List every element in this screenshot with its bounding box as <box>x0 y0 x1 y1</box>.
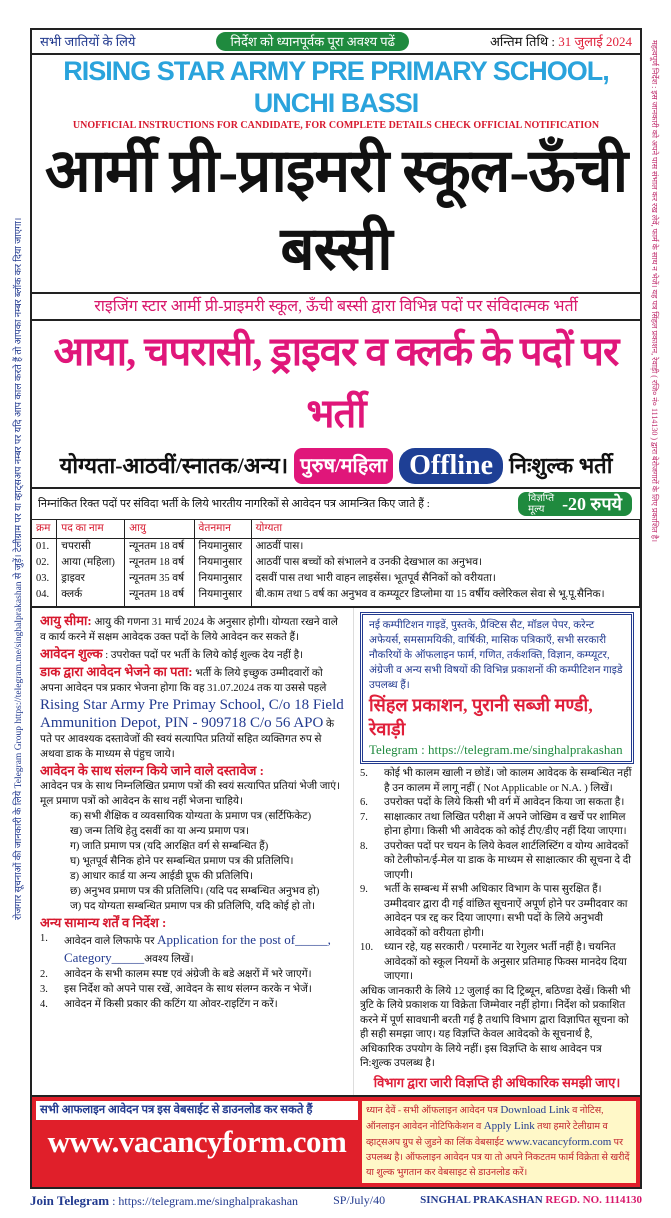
terms-list-left <box>40 931 345 1012</box>
posts-heading: आया, चपरासी, ड्राइवर व क्लर्क के पदों पर भर्ती <box>53 329 619 436</box>
join-telegram[interactable]: Join Telegram : https://telegram.me/singhalprakashan <box>30 1192 299 1208</box>
website-link[interactable]: www.vacancyform.com <box>47 1123 347 1159</box>
document-item: क) सभी शैक्षिक व व्यवसायिक योग्यता के प्रमाण पत्र (सर्टिफिकेट) <box>70 811 312 822</box>
last-date: अन्तिम तिथि : 31 जुलाई 2024 <box>489 34 632 49</box>
document-item: घ) भूतपूर्व सैनिक होने पर सम्बन्धित प्रमाण पत्र की प्रतिलिपि। <box>70 856 294 867</box>
official-note: विभाग द्वारा जारी विज्ञप्ति ही अधिकारिक समझी जाए। <box>373 1074 621 1090</box>
column-header: योग्यता <box>251 520 639 539</box>
offline-badge: Offline <box>399 448 503 484</box>
table-row <box>32 555 640 571</box>
unofficial-disclaimer: UNOFFICIAL INSTRUCTIONS FOR CANDIDATE, FOR COMPLETE DETAILS CHECK OFFICIAL NOTIFICATION <box>72 120 600 131</box>
right-column <box>354 608 640 1095</box>
table-row <box>32 587 640 607</box>
invitation-text: निम्नांकित रिक्त पदों पर संविदा भर्ती के लिये भारतीय नागरिकों से आवेदन पत्र आमन्त्रित किए जाते हैं : <box>38 497 430 510</box>
term-item: 9. भर्ती के सम्बन्ध में सभी अधिकार विभाग के पास सुरक्षित हैं। उम्मीदवार द्वारा दी गई वांछित सूचनाऐं अपूर्ण होने पर उम्मीदवार का आवेदन पत्र रद्द कर दिया जाएगा। सभी पदों के लिये अनुभवी आवेदकों को वरीयता होगी। <box>360 884 628 939</box>
table-cell: आठवीं पास बच्चों को संभालने व उनकी देखभाल का अनुभव। <box>251 555 639 571</box>
terms-heading: अन्य सामान्य शर्तें व निर्देश : <box>40 915 167 930</box>
table-row <box>32 539 640 556</box>
top-bar <box>32 30 640 55</box>
document-item: ज) पद योग्यता सम्बन्धित प्रमाण पत्र की प्रतिलिपि, यदि कोई हो तो। <box>70 901 316 912</box>
term-item: 3. इस निर्देश को अपने पास रखें, आवेदन के साथ संलग्न करके न भेजें। <box>40 984 312 995</box>
term-item: 5. कोई भी कालम खाली न छोडें। जो कालम आवेदक के सम्बन्धित नहीं है उन कालम में लागू नहीं ( Not Applicable or N.A. ) लिखें। <box>360 768 632 794</box>
table-cell: न्यूनतम 18 वर्ष <box>125 587 194 607</box>
notice-frame <box>30 28 642 1189</box>
left-column: आयु सीमा: आयु की गणना 31 मार्च 2024 के अनुसार होगी। योग्यता रखने वाले व कार्य करने में सक्षम आवेदक उक्त पदों के लिये आवेदन कर सकते हैं। आवेदन शुल्क : उपरोक्त पदों पर भर्ती के लिये कोई शुल्क देय नहीं है। डाक द्वारा आवेदन भेजने का पता: भर्ती के लिये इच्छुक उम्मीदवारों को अपना आवेदन पत्र प्रकार भेजना होगा कि वह 31.07.2024 तक या उससे पहले Rising Star Army Pre Primay School, C/o 18 Field Ammunition Depot, PIN - 909718 C/o 56 APO के पते पर आवश्यक दस्तावेजों की स्वयं सत्यापित प्रतियों सहित व्यक्तिगत रुप से अथवा डाक के माध्यम से पंहुच जाये। आवेदन के साथ संलग्न किये जाने वाले दस्तावेज : आवेदन पत्र के साथ निम्नलिखित प्रमाण पत्रों की स्वयं सत्यापित प्रतियां भेजी जाएं। मूल प्रमाण पत्रों को आवेदन के साथ नहीं भेजना चाहिये। क) सभी शैक्षिक व व्यवसायिक योग्यता के प्रमाण पत्र (सर्टिफिकेट) ख) जन्म तिथि हेतु दसवीं का या अन्य प्रमाण पत्र। ग) जाति प्रमाण पत्र (यदि आरक्षित वर्ग से सम्बन्धित हैं) घ) भूतपूर्व सैनिक होने पर सम्बन्धित प्रमाण पत्र की प्रतिलिपि। ड) आधार कार्ड या अन्य आईडी प्रूफ की प्रतिलिपि। छ) अनुभव प्रमाण पत्र की प्रतिलिपि। (यदि पद सम्बन्धित अनुभव हो) ज) पद योग्यता सम्बन्धित प्रमाण पत्र की प्रतिलिपि, यदि कोई हो तो। अन्य सामान्य शर्तें व निर्देश : 1. आवेदन वाले लिफाफे पर Application for the post of_____, Category_____अवश्य लिखें। 2. आवेदन के सभी कालम स्पष्ट एवं अंग्रेजी के बडे अक्षरों में भरे जाएगें। 3. इस निर्देश को अपने पास रखें, आवेदन के साथ संलग्न करके न भेजें। 4. आवेदन में किसी प्रकार की कटिंग या ओवर-राइटिंग न करें। <box>32 608 354 1095</box>
documents-heading: आवेदन के साथ संलग्न किये जाने वाले दस्तावेज : <box>40 763 265 778</box>
issue-code: SP/July/40 <box>333 1192 386 1207</box>
table-cell: 04. <box>32 587 57 607</box>
posts-table <box>32 519 640 608</box>
table-cell: 01. <box>32 539 57 556</box>
term-item: 6. उपरोक्त पदों के लिये किसी भी वर्ग में आवेदन किया जा सकता है। <box>360 797 625 808</box>
documents-list <box>40 809 345 914</box>
attention-note: ध्यान देवें - सभी ऑफलाइन आवेदन पत्र Download Link व नोटिस, ऑनलाइन आवेदन नोटिफिकेशन व Apply Link तथा हमारे टेलीग्राम व व्हाट्सअप ग्रुप से जुडने का लिंक वेबसाईट www.vacancyform.com पर उपलब्ध है। ऑफलाइन आवेदन पत्र या तो अपने निकटतम फार्म विक्रेता से खरीदें या शुल्क भुगतान कर वेबसाइट से डाउनलोड करें। <box>362 1101 636 1183</box>
gender-badge: पुरुष/महिला <box>294 448 393 484</box>
column-header: आयु <box>125 520 194 539</box>
table-cell: दसवीं पास तथा भारी वाहन लाइसेंस। भूतपूर्व सैनिकों को वरीयता। <box>251 571 639 587</box>
side-strip-right: महत्वपूर्ण निर्देश : इस जानकारी को अपने पास संभाल कर रख लेवें, फार्म के साथ न भेजें। यह पत्र सिंहल प्रकाशन, रेवाड़ी ( रजि० नं० 1114130 ) द्वारा बेरोजगारों के लिए प्रकाशित है। <box>650 40 659 542</box>
publisher-ad: नई कम्पीटिशन गाइडें, पुस्तके, प्रैक्टिस सैट, मॉडल पेपर, करेन्ट अफेयर्स, समसामयिकी, वार्षिकी, मासिक पत्रिकाएँ, सभी सरकारी नौकरियों के ऑफलाइन फार्म, गणित, तर्कशक्ति, विज्ञान, कम्प्यूटर, अंग्रेजी व अन्य सभी विषयों की विभिन्न प्रकाशनों की कम्पीटिशन गाइडे उपलब्ध हैं। सिंहल प्रकाशन, पुरानी सब्जी मण्डी, रेवाड़ी Telegram : https://telegram.me/singhalprakashan <box>360 612 634 764</box>
table-cell: न्यूनतम 35 वर्ष <box>125 571 194 587</box>
telegram-link[interactable]: Telegram : https://telegram.me/singhalprakashan <box>369 742 623 757</box>
term-item: 8. उपरोक्त पदों पर चयन के लिये केवल शार्टलिस्टिंग व योग्य आवेदकों को टेलीफोन/ई-मेल या डाक के माध्यम से साक्षात्कार की सूचना दे दी जाएगी। <box>360 840 632 881</box>
terms-list-right <box>360 767 634 985</box>
table-cell: न्यूनतम 18 वर्ष <box>125 539 194 556</box>
all-castes-label: सभी जातियों के लिये <box>40 34 136 49</box>
document-item: ड) आधार कार्ड या अन्य आईडी प्रूफ की प्रतिलिपि। <box>70 871 253 882</box>
hindi-subtitle: राइजिंग स्टार आर्मी प्री-प्राइमरी स्कूल, ऊँची बस्सी द्वारा विभिन्न पदों पर संविदात्मक भर्ती <box>32 292 640 321</box>
table-cell: नियमानुसार <box>194 555 251 571</box>
table-cell: नियमानुसार <box>194 539 251 556</box>
disclaimer: अधिक जानकारी के लिये 12 जुलाई का दि ट्रिब्यून, बठिण्डा देखें। किसी भी त्रुटि के लिये प्रकाशक या विक्रेता जिम्मेवार नहीं होगा। निर्देश को प्रकाशित करने में पूर्ण सावधानी बरती गई है तथापि विभाग द्वारा विज्ञापित सूचना को ही सही समझा जाए। यह विज्ञप्ति केवल आवेदको के सूचनार्थ है, अधिकारिक उपयोग के लिये नहीं। इस विज्ञप्ति के साथ आवेदन पत्र नि:शुल्क उपलब्ध है। <box>360 985 631 1069</box>
postal-address: Rising Star Army Pre Primay School, C/o 18 Field Ammunition Depot, PIN - 909718 C/o 56 APO <box>40 697 344 731</box>
qualification-text: योग्यता-आठवीं/स्नातक/अन्य। <box>59 453 289 478</box>
free-recruitment-text: निःशुल्क भर्ती <box>509 453 613 478</box>
table-cell: आया (महिला) <box>57 555 125 571</box>
table-cell: नियमानुसार <box>194 571 251 587</box>
download-note: सभी आफलाइन आवेदन पत्र इस वेबसाईट से डाउनलोड कर सकते हैं <box>36 1101 358 1120</box>
column-header: वेतनमान <box>194 520 251 539</box>
table-cell: बी.काम तथा 5 वर्ष का अनुभव व कम्प्यूटर डिप्लोमा या 15 वर्षीय क्लेरिकल सेवा से भू.पू.सैनिक। <box>251 587 639 607</box>
term-item: 2. आवेदन के सभी कालम स्पष्ट एवं अंग्रेजी के बडे अक्षरों में भरे जाएगें। <box>40 969 312 980</box>
side-strip-left: रोजगार सूचनाओं की जानकारी के लिये Telegram Group https://telegram.me/singhalprakashan से जुड़ें। टेलीग्राम पर या व्हाट्सअप नम्बर पर यदि आप काल करते हैं तो आपका नम्बर ब्लॉक कर दिया जाएगा। <box>14 217 24 920</box>
invitation-notice <box>32 489 640 519</box>
hindi-title: आर्मी प्री-प्राइमरी स्कूल-ऊँची बस्सी <box>44 138 628 282</box>
footer-banner <box>32 1097 640 1187</box>
table-cell: आठवीं पास। <box>251 539 639 556</box>
price-badge: विज्ञप्ति मूल्य -20 रुपये <box>518 492 632 516</box>
document-item: ख) जन्म तिथि हेतु दसवीं का या अन्य प्रमाण पत्र। <box>70 826 250 837</box>
term-item: 10. ध्यान रहे, यह सरकारी / परमानेंट या रेगुलर भर्ती नहीं है। चयनित आवेदकों को स्कूल नियमों के अनुसार प्रतिमाह फिक्स मानदेय दिया जाएगा। <box>360 942 627 982</box>
registration: SINGHAL PRAKASHAN REGD. NO. 1114130 <box>420 1193 642 1206</box>
table-cell: न्यूनतम 18 वर्ष <box>125 555 194 571</box>
table-cell: क्लर्क <box>57 587 125 607</box>
document-item: छ) अनुभव प्रमाण पत्र की प्रतिलिपि। (यदि पद सम्बन्धित अनुभव हो) <box>70 886 320 897</box>
table-cell: नियमानुसार <box>194 587 251 607</box>
term-item: 4. आवेदन में किसी प्रकार की कटिंग या ओवर-राइटिंग न करें। <box>40 999 278 1010</box>
english-title: RISING STAR ARMY PRE PRIMARY SCHOOL, UNCHI BASSI <box>63 56 609 118</box>
table-cell: 03. <box>32 571 57 587</box>
document-item: ग) जाति प्रमाण पत्र (यदि आरक्षित वर्ग से सम्बन्धित हैं) <box>70 841 269 852</box>
column-header: क्रम <box>32 520 57 539</box>
table-cell: चपरासी <box>57 539 125 556</box>
term-item: 1. आवेदन वाले लिफाफे पर Application for the post of_____, Category_____अवश्य लिखें। <box>40 932 331 965</box>
column-header: पद का नाम <box>57 520 125 539</box>
table-row <box>32 571 640 587</box>
details-columns <box>32 608 640 1097</box>
publisher-name: सिंहल प्रकाशन, पुरानी सब्जी मण्डी, रेवाड़ी <box>369 695 593 739</box>
read-instructions-badge: निर्देश को ध्यानपूर्वक पूरा अवश्य पढें <box>216 32 409 51</box>
table-cell: 02. <box>32 555 57 571</box>
qualification-row <box>32 445 640 489</box>
term-item: 7. साक्षात्कार तथा लिखित परीक्षा में अपने जोखिम व खर्चे पर शामिल होना होगा। किसी भी आवेदक को कोई टीए/डीए नहीं दिया जाएगा। <box>360 811 627 837</box>
table-cell: ड्राइवर <box>57 571 125 587</box>
bottom-line <box>30 1192 642 1210</box>
